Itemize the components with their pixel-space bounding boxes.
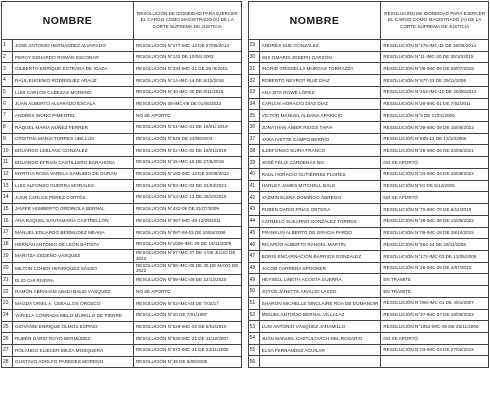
right-table: [248, 1, 489, 368]
candidate-name: LUIS ALFONSO GUERRA MORALES: [12, 180, 133, 192]
candidate-name: EDUARDO LEBLANC GONZÁLEZ: [12, 145, 133, 157]
candidate-name: GUSTAVO ADOLFO PAREDES MORENO: [12, 356, 133, 368]
resolution-text: RESOLUCIÓN N°605-12 DE 13/10/2006: [381, 133, 489, 145]
row-number: 5: [2, 86, 13, 98]
row-number: 10: [2, 145, 13, 157]
resolution-text: RESOLUCIÓN N°11-IMC-20 DE 30/10/2015: [381, 51, 489, 63]
candidate-name: JOYCE JANETTE ARAUJO LASSO: [259, 286, 381, 298]
resolution-text: NO SE APORTÓ: [133, 286, 241, 298]
table-row: [248, 86, 488, 98]
row-number: 43: [248, 204, 259, 216]
table-row: [248, 309, 488, 321]
table-row: [248, 227, 488, 239]
resolution-text: RESOLUCIÓN N°03-IMC-03 DE 27/02/2019: [381, 344, 489, 356]
table-row: [2, 250, 242, 262]
table-row: [2, 156, 242, 168]
table-row: [2, 110, 242, 122]
row-number: 54: [248, 332, 259, 344]
candidate-name: RAÚL HORACIO GUTIÉRREZ FLORES: [259, 168, 381, 180]
table-row: [248, 215, 488, 227]
candidate-name: ANDRÉS SUE GONZÁLEZ: [259, 40, 381, 52]
resolution-text: RESOLUCIÓN N°09-IMC-09 DE 29/07/2019: [381, 63, 489, 75]
row-number: 15: [2, 203, 13, 215]
candidate-name: JOSÉ FÉLIX CÁRDENAS NG: [259, 157, 381, 169]
table-row: [248, 262, 488, 274]
resolution-text: RESOLUCIÓN N°142 DE 10/04/ 2003: [133, 51, 241, 63]
table-row: [248, 122, 488, 134]
candidate-name: RUBÉN DARÍO FRÍAS ORTEGA: [259, 204, 381, 216]
row-number: 31: [248, 63, 259, 75]
candidate-name: LUIS CARLOS CABEZAS MORENO: [12, 86, 133, 98]
row-number: 45: [248, 227, 259, 239]
row-number: 11: [2, 156, 13, 168]
row-number: 22: [2, 286, 13, 298]
resolution-text: RESOLUCIÓN N°28-IMC-28 DE 4/07/2022: [381, 262, 489, 274]
row-number: 44: [248, 215, 259, 227]
resolution-text: NO SE APORTÓ: [381, 332, 489, 344]
table-row: [2, 75, 242, 87]
resolution-text: NO SE APORTÓ: [381, 192, 489, 204]
resolution-text: RESOLUCIÓN N°087-IM-03 DE 10/04/2006: [133, 227, 241, 239]
candidate-name: ISIS OMARIS JOSEPH GARZÓN: [259, 51, 381, 63]
candidate-name: SHARON MICHELLE SINCLAIRE ROA DE DUMANOIR: [259, 297, 381, 309]
resolution-text: RESOLUCIÓN N°177-IMC-12 DE 27/06/2014: [133, 40, 241, 52]
table-row: [2, 344, 242, 356]
candidate-name: JAVIER HUMBERTO ORDINOLA BERNAL: [12, 203, 133, 215]
table-row: [2, 262, 242, 274]
resolution-text: RESOLUCIÓN N°39-IMC-39 DE 15/09/2022: [381, 122, 489, 134]
table-row: [2, 356, 242, 368]
table-row: [2, 203, 242, 215]
row-number: 9: [2, 133, 13, 145]
row-number: 50: [248, 286, 259, 298]
candidate-name: CARMELO SUKARNO GONZÁLEZ TORRES: [259, 215, 381, 227]
resolution-text: RESOLUCIÓN N°15-IMC-16 DE 27/6/2019: [133, 156, 241, 168]
candidate-name: RAMÓN ABRAHAM ABADI BALID VÁSQUEZ: [12, 286, 133, 298]
table-row: [248, 75, 488, 87]
candidate-name: RAÚL EUGENIO RODRÍGUEZ ARAÚZ: [12, 75, 133, 87]
candidate-name: JUAN ALBERTO ALVARADO ESCALA: [12, 98, 133, 110]
resolution-text: EN TRÁMITE: [381, 286, 489, 298]
table-row: [248, 356, 488, 368]
resolution-text: RESOLUCIÓN N°22-IMC-02 DE 18/01/2019: [133, 145, 241, 157]
candidate-name: JUAN MANUEL CASTULOVICH DEL ROSARIO: [259, 332, 381, 344]
row-number: 34: [248, 98, 259, 110]
row-number: 48: [248, 262, 259, 274]
resolution-text: RESOLUCIÓN 08-IMC-08 DE 01/06/2022: [133, 98, 241, 110]
name-column-header: NOMBRE: [2, 2, 134, 40]
row-number: 55: [248, 344, 259, 356]
table-row: [2, 215, 242, 227]
left-table-header-row: [2, 2, 242, 40]
right-table-body: [248, 40, 488, 368]
resolution-text: RESOLUCIÓN N°176-IMC-11 DE 26/06/2014: [381, 40, 489, 52]
candidate-name: GIOVANNI ENRIQUE OLMOS ESPINO: [12, 321, 133, 333]
table-row: [2, 227, 242, 239]
candidate-name: ROBERTO NEYROT RUIZ DÍAZ: [259, 75, 381, 87]
candidate-name: CARLOS HORACIO DÍAZ DÍAZ: [259, 98, 381, 110]
candidate-name: MARITZA CEDEÑO VÁSQUEZ: [12, 250, 133, 262]
table-row: [248, 51, 488, 63]
table-row: [2, 274, 242, 286]
candidate-name: FRANKLIN ALBERTO DE GRACIA PARDO: [259, 227, 381, 239]
table-row: [248, 344, 488, 356]
resolution-text: RESOLUCIÓN N°70-IMC-70 DE 6/12/2019: [381, 204, 489, 216]
resolution-text: RESOLUCIÓN N°14-IMC-14 DE 5/10/2016: [133, 75, 241, 87]
row-number: 25: [2, 321, 13, 333]
candidate-name: [259, 356, 381, 368]
row-number: 35: [248, 110, 259, 122]
table-row: [2, 121, 242, 133]
table-row: [2, 191, 242, 203]
resolution-text: RESOLUCIÓN N°1052-IMC-39 DE 25/11/2009: [381, 321, 489, 333]
candidate-name: MILTON COHEN HENRÍQUEZ SASSO: [12, 262, 133, 274]
resolution-text: RESOLUCIÓN N°183-IMC-12 DE 20/08/2012: [133, 168, 241, 180]
row-number: 36: [248, 122, 259, 134]
candidate-name: JOSÉ ANTONIO HERNÁNDEZ ALVARADO: [12, 40, 133, 52]
row-number: 52: [248, 309, 259, 321]
table-row: [2, 133, 242, 145]
resolution-text: RESOLUCIÓN N°26-IMC-01 DE 7/02/2011: [381, 98, 489, 110]
row-number: 21: [2, 274, 13, 286]
table-row: [248, 204, 488, 216]
table-row: [2, 286, 242, 298]
right-table-header-row: [248, 2, 488, 40]
resolution-text: RESOLUCIÓN N°10 DE 7/01/1997: [133, 309, 241, 321]
candidate-name: ELSA FERNÁNDEZ AGUILAR: [259, 344, 381, 356]
row-number: 18: [2, 238, 13, 250]
row-number: 1: [2, 40, 13, 52]
candidate-name: ANDRÉS WONG PIMENTEL: [12, 110, 133, 122]
row-number: 20: [2, 262, 13, 274]
table-row: [248, 110, 488, 122]
name-column-header: NOMBRE: [248, 2, 381, 40]
table-row: [248, 40, 488, 52]
resolution-text: RESOLUCIÓN N°334-IMC-21 DE 29 /8/2011: [133, 63, 241, 75]
table-row: [248, 133, 488, 145]
table-row: [248, 98, 488, 110]
candidate-name: ANA ZITA ROWE LÓPEZ: [259, 86, 381, 98]
table-row: [248, 274, 488, 286]
resolution-text: RESOLUCIÓN N°34-IMC-34 DE 15/09/2022: [381, 168, 489, 180]
candidate-name: GILBERTO ENRIQUE ESTRADA DE ICAZA: [12, 63, 133, 75]
resolution-text: RESOLUCIÓN N°684-24 DE 29/11/2006: [381, 239, 489, 251]
row-number: 41: [248, 180, 259, 192]
table-row: [248, 250, 488, 262]
candidate-name: RUBÉN DARÍO ROYO BERMÚDEZ: [12, 333, 133, 345]
table-row: [2, 180, 242, 192]
table-row: [2, 309, 242, 321]
row-number: 3: [2, 63, 13, 75]
row-number: 8: [2, 121, 13, 133]
table-row: [248, 286, 488, 298]
resolution-text: RESOLUCIÓN N°154-IMC-10 DE 20/06/2014: [381, 86, 489, 98]
row-number: 39: [248, 157, 259, 169]
row-number: 56: [248, 356, 259, 368]
candidate-name: LUIS ANTONIO VÁSQUEZ JARAMILLO: [259, 321, 381, 333]
candidate-name: JACOB CARRERA SPOONER: [259, 262, 381, 274]
candidate-name: YAZMÍN ELENA DOMINGO ÁBREGO: [259, 192, 381, 204]
resolution-text: RESOLUCIÓN N°09-IMC-18 DE 29/10/2015: [381, 227, 489, 239]
resolution-text: NO SE APORTÓ: [381, 157, 489, 169]
candidate-name: JONATHAN ANIER RIGGS TAPIA: [259, 122, 381, 134]
candidate-name: YARA IVETTE CAMPO BERRÍO: [259, 133, 381, 145]
candidate-name: ROLANDO ELIECER MEJÍA MOSQUERA: [12, 344, 133, 356]
candidate-name: JUAN CARLOS PÉREZ CORTÉS: [12, 191, 133, 203]
row-number: 6: [2, 98, 13, 110]
resolution-text: NO SE APORTÓ: [133, 110, 241, 122]
resolution-text: RESOLUCIÓN N°03-IMC-03 DE 7/02/17: [133, 298, 241, 310]
table-row: [248, 168, 488, 180]
resolution-text: RESOLUCIÓN N°27-IMC-27 DE 4 DE JULIO DE 2022: [133, 250, 241, 262]
table-row: [248, 297, 488, 309]
candidate-name: MYRTHA ROSA VARELA SAMUDIO DE DURÁN: [12, 168, 133, 180]
table-row: [2, 321, 242, 333]
candidate-name: YARIELA CONRADA MELO MURILLO DE PIERRE: [12, 309, 133, 321]
row-number: 26: [2, 333, 13, 345]
candidate-name: ILDEFONSO SUIRA FRANCO: [259, 145, 381, 157]
table-row: [2, 168, 242, 180]
table-row: [248, 180, 488, 192]
row-number: 37: [248, 133, 259, 145]
resolution-text: RESOLUCIÓN N°646 DE 23/08/2004: [133, 133, 241, 145]
row-number: 47: [248, 250, 259, 262]
candidate-name: ELIO CHI RIVERA: [12, 274, 133, 286]
resolution-text: RESOLUCIÓN N°38-IMC-38 DE 15/09/2022: [381, 215, 489, 227]
row-number: 13: [2, 180, 13, 192]
resolution-text: RESOLUCIÓN N°172-IMC-03 DE 13/05/2008: [381, 250, 489, 262]
row-number: 40: [248, 168, 259, 180]
row-number: 24: [2, 309, 13, 321]
row-number: 51: [248, 297, 259, 309]
row-number: 12: [2, 168, 13, 180]
resolution-text: RESOLUCIÓN N°029-IMC-02 DE 5/02/2010: [133, 321, 241, 333]
resolution-text: RESOLUCIÓN N°26-IMC-26 DE 24/06/2021: [381, 145, 489, 157]
document-page: [1, 1, 489, 399]
resolution-text: RESOLUCIÓN N°367-IMC-49 12/09/2011: [133, 215, 241, 227]
row-number: 7: [2, 110, 13, 122]
candidate-name: MANUEL EDUARDO BERMÚDEZ MEANA: [12, 227, 133, 239]
candidate-name: HEYSELL LINETH ACOSTA GUERRA: [259, 274, 381, 286]
resolution-text: RESOLUCIÓN N°49 DE 5/08/2005: [133, 356, 241, 368]
candidate-name: INGRID GRISSELLA MURGAS TORRAZZA: [259, 63, 381, 75]
candidate-name: VÍCTOR MANUEL ALDANA APARICIO: [259, 110, 381, 122]
row-number: 30: [248, 51, 259, 63]
candidate-name: HERNÁN ANTONIO DE LEÓN BATISTA: [12, 238, 133, 250]
resolution-text: RESOLUCIÓN N°81 DE 5/12/2005: [381, 180, 489, 192]
table-row: [248, 192, 488, 204]
resolution-text: RESOLUCIÓN N°3 DE 17/01/2005: [381, 110, 489, 122]
candidate-name: PERCY EDUARDO ROMÁN ESCOBAR: [12, 51, 133, 63]
resolution-text: RESOLUCIÓN N°677-23 DE 29/11/2006: [381, 75, 489, 87]
row-number: 46: [248, 239, 259, 251]
table-row: [2, 86, 242, 98]
candidate-name: MIGUEL ANTONIO BERNAL VILLALAZ: [259, 309, 381, 321]
candidate-name: ANA RAQUEL SANTAMARÍA CASTRELLÓN: [12, 215, 133, 227]
resolution-text: [381, 356, 489, 368]
row-number: 4: [2, 75, 13, 87]
resolution-text: RESOLUCIÓN N°432-09 DE 21/07/2009: [133, 203, 241, 215]
candidate-name: RAQUEL MARÍA NÚÑEZ FERRER: [12, 121, 133, 133]
candidate-name: BORIS ENCARNACIÓN BARRIOS GONZÁLEZ: [259, 250, 381, 262]
table-row: [248, 145, 488, 157]
candidate-name: MAGDA ORIEL A. CEBALLOS OROZCO: [12, 298, 133, 310]
row-number: 27: [2, 344, 13, 356]
table-row: [248, 239, 488, 251]
row-number: 49: [248, 274, 259, 286]
resolution-text: RESOLUCIÓN N°40-IMC-30 DE 8/11/2018: [133, 86, 241, 98]
table-row: [2, 98, 242, 110]
row-number: 32: [248, 75, 259, 87]
table-row: [2, 298, 242, 310]
row-number: 19: [2, 250, 13, 262]
resolution-text: RESOLUCIÓN N°01-IMC-01 DE 18/01/ 2019: [133, 121, 241, 133]
candidates-tables: [1, 1, 489, 368]
row-number: 33: [248, 86, 259, 98]
row-number: 2: [2, 51, 13, 63]
resolution-text: RESOLUCIÓN N°06-IMC-06 DE 30 DE MAYO DE 2022: [133, 262, 241, 274]
table-row: [248, 321, 488, 333]
resolution-text: RESOLUCIÓN N°672-IMC-21 DE 23/11/2000: [133, 344, 241, 356]
table-row: [2, 145, 242, 157]
resolution-text: RESOLUCIÓN N°37-IMC-37 DE 15/09/2022: [381, 309, 489, 321]
table-row: [248, 63, 488, 75]
table-row: [2, 51, 242, 63]
table-row: [2, 63, 242, 75]
resolution-text: RESOLUCIÓN N°13-IMC-13 DE 25/10/2016: [133, 191, 241, 203]
table-row: [248, 157, 488, 169]
row-number: 38: [248, 145, 259, 157]
table-row: [248, 332, 488, 344]
row-number: 29: [248, 40, 259, 52]
left-table-body: [2, 40, 242, 368]
resolution-column-header: RESOLUCIÓN DE IDONEIDAD PARA EJERCER EL CARGO COMO MAGISTRADO (A) DE LA CORTE SUPREMA DE JUSTICIA: [381, 2, 489, 40]
resolution-text: EN TRÁMITE: [381, 274, 489, 286]
resolution-text: RESOLUCIÓN N°1006-IMC-29 DE 19/11/2009: [133, 238, 241, 250]
table-row: [2, 333, 242, 345]
resolution-column-header: RESOLUCIÓN DE IDONEIDAD PARA EJERCER EL CARGO COMO MAGISTRADO (A) DE LA CORTE SUPREMA DE JUSTICIA: [133, 2, 241, 40]
resolution-text: RESOLUCIÓN N°008-IMC-01 DE 4/01/2007: [381, 297, 489, 309]
candidate-name: EDUARDO EFRAÍN CASTILLERO BARAHONA: [12, 156, 133, 168]
resolution-text: RESOLUCIÓN N°09-IMC-09 DE 22/12/2020: [133, 274, 241, 286]
candidate-name: HARLEY JAMES MITCHELL DALE: [259, 180, 381, 192]
table-row: [2, 238, 242, 250]
candidate-name: CRISTINA MARÍA TORRES UBILLÚS: [12, 133, 133, 145]
candidate-name: RICARDO ALBERTO RANGEL MARTÍN: [259, 239, 381, 251]
row-number: 42: [248, 192, 259, 204]
row-number: 53: [248, 321, 259, 333]
row-number: 28: [2, 356, 13, 368]
resolution-text: RESOLUCIÓN N°630-IMC-21 DE 11/12/2007: [133, 333, 241, 345]
table-row: [2, 40, 242, 52]
resolution-text: RESOLUCIÓN N°03-IMC-03 DE 22/03/2021: [133, 180, 241, 192]
row-number: 14: [2, 191, 13, 203]
row-number: 23: [2, 298, 13, 310]
left-table: [1, 1, 242, 368]
row-number: 16: [2, 215, 13, 227]
row-number: 17: [2, 227, 13, 239]
